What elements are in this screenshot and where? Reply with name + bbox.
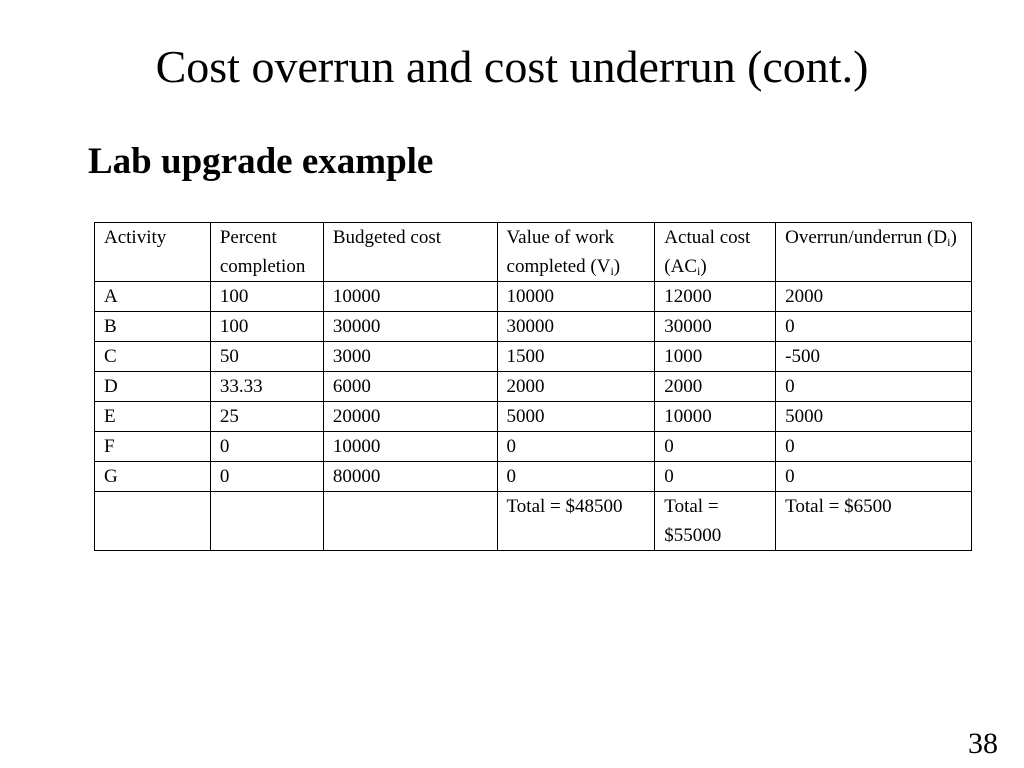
column-header bbox=[776, 223, 972, 282]
column-header-subscript: i bbox=[947, 235, 951, 249]
column-header-suffix: ) bbox=[613, 256, 621, 277]
table-cell: 3000 bbox=[323, 342, 497, 372]
table-cell: C bbox=[95, 342, 211, 372]
table-row bbox=[95, 402, 972, 432]
table-row bbox=[95, 432, 972, 462]
table-row bbox=[95, 312, 972, 342]
table-row bbox=[95, 372, 972, 402]
table-cell: A bbox=[95, 282, 211, 312]
total-cell bbox=[95, 492, 211, 551]
table-cell: 0 bbox=[776, 372, 972, 402]
column-header bbox=[323, 223, 497, 282]
column-header-subscript: i bbox=[697, 264, 701, 278]
column-header bbox=[497, 223, 655, 282]
table-cell: 2000 bbox=[497, 372, 655, 402]
table-cell: 25 bbox=[210, 402, 323, 432]
column-header-text: Activity bbox=[104, 227, 167, 248]
column-header-text: Actual cost (AC bbox=[664, 227, 751, 277]
table-cell: 10000 bbox=[323, 432, 497, 462]
table-cell: E bbox=[95, 402, 211, 432]
column-header-subscript: i bbox=[610, 264, 614, 278]
column-header-text: Percent completion bbox=[219, 227, 306, 277]
table-cell: D bbox=[95, 372, 211, 402]
table-cell: 30000 bbox=[323, 312, 497, 342]
table-cell: 0 bbox=[776, 312, 972, 342]
table-row bbox=[95, 282, 972, 312]
totals-row bbox=[95, 492, 972, 551]
slide-subtitle: Lab upgrade example bbox=[88, 141, 434, 182]
table-cell: 10000 bbox=[655, 402, 776, 432]
table-cell: 100 bbox=[210, 282, 323, 312]
table-cell: 100 bbox=[210, 312, 323, 342]
table-cell: 0 bbox=[776, 432, 972, 462]
table-cell: 0 bbox=[210, 462, 323, 492]
table-cell: 0 bbox=[210, 432, 323, 462]
column-header-text: Value of work completed (V bbox=[506, 227, 615, 277]
total-cell: Total = $48500 bbox=[497, 492, 655, 551]
column-header-text: Budgeted cost bbox=[332, 227, 441, 248]
column-header-text: Overrun/underrun (D bbox=[785, 227, 948, 248]
table-cell: 0 bbox=[655, 462, 776, 492]
table-cell: -500 bbox=[776, 342, 972, 372]
table-cell: 6000 bbox=[323, 372, 497, 402]
slide-title: Cost overrun and cost underrun (cont.) bbox=[155, 41, 869, 92]
table-cell: 12000 bbox=[655, 282, 776, 312]
table-cell: 2000 bbox=[776, 282, 972, 312]
table-cell: 80000 bbox=[323, 462, 497, 492]
column-header bbox=[95, 223, 211, 282]
table-cell: 10000 bbox=[323, 282, 497, 312]
table-cell: 33.33 bbox=[210, 372, 323, 402]
table-cell: G bbox=[95, 462, 211, 492]
table-cell: 2000 bbox=[655, 372, 776, 402]
table-cell: 50 bbox=[210, 342, 323, 372]
table-cell: 1500 bbox=[497, 342, 655, 372]
cost-table bbox=[94, 222, 972, 551]
column-header-suffix: ) bbox=[950, 227, 957, 248]
total-cell: Total = $6500 bbox=[776, 492, 972, 551]
table-cell: 10000 bbox=[497, 282, 655, 312]
table-cell: 5000 bbox=[497, 402, 655, 432]
table-header-row bbox=[95, 223, 972, 282]
column-header bbox=[655, 223, 776, 282]
table-cell: 30000 bbox=[497, 312, 655, 342]
table-cell: 0 bbox=[497, 462, 655, 492]
cost-table-body bbox=[95, 223, 972, 551]
column-header bbox=[210, 223, 323, 282]
total-cell: Total = $55000 bbox=[655, 492, 776, 551]
table-cell: B bbox=[95, 312, 211, 342]
column-header-suffix: ) bbox=[700, 256, 707, 277]
table-cell: 0 bbox=[776, 462, 972, 492]
table-cell: 20000 bbox=[323, 402, 497, 432]
table-cell: F bbox=[95, 432, 211, 462]
total-cell bbox=[323, 492, 497, 551]
table-cell: 0 bbox=[497, 432, 655, 462]
page-number: 38 bbox=[968, 727, 998, 760]
table-cell: 30000 bbox=[655, 312, 776, 342]
table-cell: 5000 bbox=[776, 402, 972, 432]
table-cell: 1000 bbox=[655, 342, 776, 372]
table-cell: 0 bbox=[655, 432, 776, 462]
table-row bbox=[95, 462, 972, 492]
table-row bbox=[95, 342, 972, 372]
total-cell bbox=[210, 492, 323, 551]
